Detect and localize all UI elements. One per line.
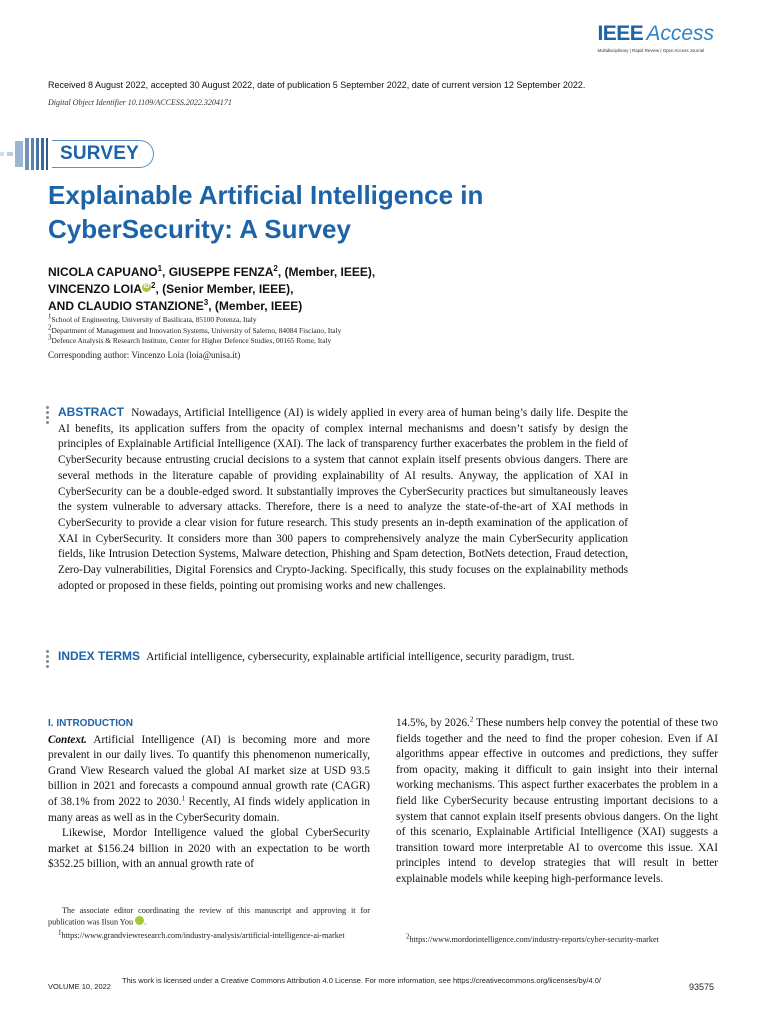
corresponding-author: Corresponding author: Vincenzo Loia (loia@unisa.it) — [48, 350, 241, 360]
author-list — [48, 264, 688, 315]
index-terms-dots-icon — [46, 650, 50, 670]
author-line-2 — [48, 281, 688, 298]
affiliation: $^1$School of Engineering, University of Basilicata, 85100 Potenza, Italy — [48, 312, 257, 324]
author-affil-ref: 2 — [273, 264, 278, 273]
abstract-text: Nowadays, Artificial Intelligence (AI) is widely applied in every area of human being’s daily life. Despite the AI benefits, its application suffers from the opacity of complex internal mechanisms and doesn’t satisfy by design the principles of Explainable Artificial Intelligence (XAI). The lack of transparency further exacerbates the problem in the field of CyberSecurity because entrusting crucial decisions to a system that cannot explain itself presents obvious dangers. There are several methods in the literature capable of providing explainability of AI results. Anyway, the application of XAI in CyberSecurity can be a double-edged sword. It substantially improves the CyberSecurity practices but simultaneously leaves the system vulnerable to adversary attacks. Therefore, there is a need to analyze the state-of-the-art of XAI methods in CyberSecurity to provide a clear vision for future research. This study presents an in-depth examination of the application of XAI in CyberSecurity. It considers more than 300 papers to comprehensively analyze the main CyberSecurity application fields, like Intrusion Detection Systems, Malware detection, Phishing and Spam detection, BotNets detection, Fraud detection, Zero-Day vulnerabilities, Digital Forensics and Crypto-Jacking. Specifically, this study focuses on the explainability methods adopted or proposed in these fields, pointing out promising works and new challenges. — [58, 407, 628, 592]
footnote: $^2$https://www.mordorintelligence.com/industry-reports/cyber-security-market — [406, 932, 659, 944]
journal-logo — [597, 22, 714, 53]
author-name: AND CLAUDIO STANZIONE — [48, 299, 204, 313]
body-paragraph: Context. Artificial Intelligence (AI) is becoming more and more prevalent in our daily lives. To quantify this phenomenon numerically, Grand View Research valued the global AI market size at USD 93.5 billion in 2021 and forecasts a compound annual growth rate (CAGR) of 38.1% from 2022 to 2030.$^1$ Recently, AI finds widely application in many areas as well as in the CyberSecurity domain. — [48, 733, 371, 824]
footnote: $^1$https://www.grandviewresearch.com/industry-analysis/artificial-intelligence-ai-market — [58, 928, 345, 940]
author-affil-ref: 3 — [203, 298, 209, 307]
abstract — [58, 405, 628, 594]
author-name: NICOLA CAPUANO — [48, 265, 158, 279]
author-role: , (Member, IEEE) — [208, 299, 303, 313]
footnotes-left — [48, 905, 370, 941]
logo-ieee-text: IEEE — [597, 22, 644, 45]
article-type-band — [0, 138, 154, 170]
doi: Digital Object Identifier 10.1109/ACCESS.2022.3204171 — [48, 98, 232, 107]
paper-title: Explainable Artificial Intelligence in CyberSecurity: A Survey — [48, 180, 484, 244]
decorative-bars — [0, 138, 50, 170]
author-role: , (Member, IEEE), — [277, 265, 376, 279]
license-text: This work is licensed under a Creative Commons Attribution 4.0 License. For more information, see https://creativecommons.org/licenses/by/4.0/ — [122, 976, 601, 985]
survey-badge-label: SURVEY — [60, 143, 139, 164]
author-affil-ref: 2 — [151, 281, 156, 290]
orcid-icon[interactable]: iD — [143, 284, 150, 290]
author-line-1 — [48, 264, 688, 281]
footnote-url[interactable]: https://www.mordorintelligence.com/industry-reports/cyber-security-market — [409, 935, 659, 944]
editor-note: The associate editor coordinating the review of this manuscript and approving it for publication was Ilsun You iD. — [48, 906, 370, 927]
author-line-3 — [48, 298, 688, 315]
footnote-url[interactable]: https://www.grandviewresearch.com/industry-analysis/artificial-intelligence-ai-market — [61, 930, 345, 940]
affiliation: $^2$Department of Management and Innovation Systems, University of Salerno, 84084 Fisciano, Italy — [48, 323, 342, 335]
author-role: , (Senior Member, IEEE), — [155, 282, 294, 296]
index-terms — [58, 649, 628, 666]
footnotes-right — [396, 934, 718, 945]
body-column-right — [396, 716, 718, 888]
section-heading: I. INTRODUCTION — [48, 718, 133, 729]
body-paragraph: 14.5%, by 2026.$^2$ These numbers help convey the potential of these two fields together and the need to find the proper cohesion. Even if AI algorithms appear effective in outcomes and predictions, they suffer from opacity, making it difficult to gain insight into their internal working mechanisms. This aspect further exacerbates the problem in a field like CyberSecurity because entrusting important decisions to a system that cannot explain itself presents obvious dangers. On the light of this scenario, Explainable Artificial Intelligence (XAI) suggests a transition toward more interpretable AI to overcome this issue. XAI principles intend to develop strategies that will result in better explainable models while keeping high-performance levels. — [396, 715, 718, 885]
author-separator: , — [162, 265, 169, 279]
author-name: VINCENZO LOIA — [48, 282, 143, 296]
survey-badge — [52, 140, 154, 168]
affiliations — [48, 312, 342, 347]
abstract-label: ABSTRACT — [58, 405, 124, 419]
body-paragraph: Likewise, Mordor Intelligence valued the global CyberSecurity market at $156.24 billion in 2020 with an expectation to be worth $352.25 billion, with an annual growth rate of — [48, 827, 370, 871]
author-name: GIUSEPPE FENZA — [168, 265, 274, 279]
index-terms-text: Artificial intelligence, cybersecurity, explainable artificial intelligence, security paradigm, trust. — [146, 651, 575, 663]
author-affil-ref: 1 — [157, 264, 163, 273]
abstract-dots-icon — [46, 406, 50, 426]
logo-access-text: Access — [646, 22, 714, 45]
received-dates: Received 8 August 2022, accepted 30 August 2022, date of publication 5 September 2022, date of current version 12 September 2022. — [48, 80, 586, 90]
orcid-icon[interactable]: iD — [135, 916, 144, 925]
paragraph-lead: Context. — [48, 733, 87, 746]
affiliation: $^3$Defence Analysis & Research Institute, Center for Higher Defence Studies, 00165 Rome, Italy — [48, 333, 332, 345]
index-terms-label: INDEX TERMS — [58, 649, 141, 663]
page-number: 93575 — [688, 982, 714, 992]
volume-label: VOLUME 10, 2022 — [48, 982, 111, 991]
footnote-ref[interactable]: 2 — [469, 715, 474, 724]
logo-tagline: Multidisciplinary | Rapid Review | Open Access Journal — [597, 48, 705, 53]
footnote-ref[interactable]: 1 — [181, 794, 185, 803]
body-column-left — [48, 716, 370, 873]
